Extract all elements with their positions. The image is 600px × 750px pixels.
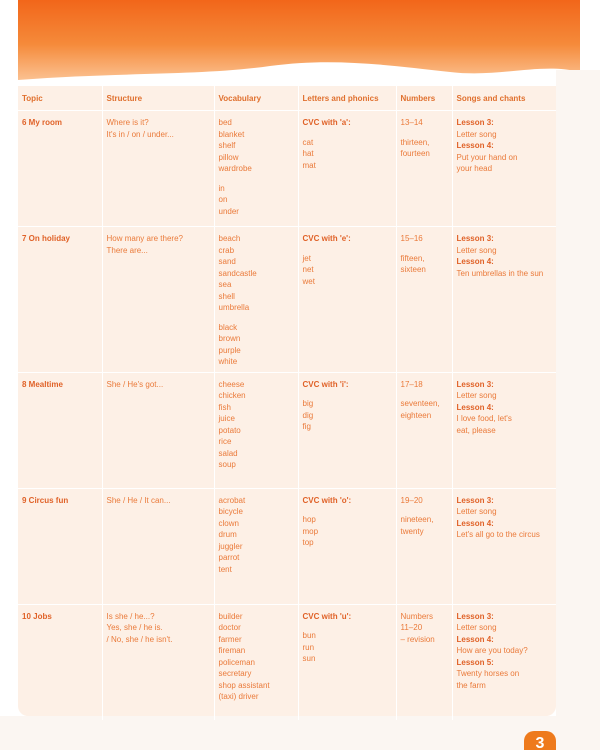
topic-cell: 9 Circus fun — [18, 488, 102, 604]
song-title: Letter song — [456, 129, 497, 139]
vocabulary-word: secretary — [218, 669, 252, 678]
numbers-line: fifteen, — [400, 253, 425, 263]
vocabulary-cell — [214, 111, 298, 227]
vocabulary-word: black — [218, 322, 238, 332]
numbers-line: seventeen, — [400, 399, 440, 408]
song-title: Let's all go to the circus — [456, 530, 540, 539]
lesson-label: Lesson 3: — [456, 611, 494, 621]
phonics-word: top — [302, 538, 314, 547]
vocabulary-word: acrobat — [218, 495, 246, 505]
table-row — [18, 488, 556, 604]
phonics-title: CVC with 'a': — [302, 118, 351, 127]
structure-cell — [102, 111, 214, 227]
phonics-word: wet — [302, 276, 315, 286]
table-row — [18, 604, 556, 720]
numbers-line: nineteen, — [400, 515, 434, 524]
vocabulary-word: drum — [218, 530, 237, 539]
structure-cell — [102, 604, 214, 720]
vocabulary-word: blanket — [218, 129, 245, 139]
vocabulary-word: sea — [218, 280, 232, 289]
spacer — [303, 622, 392, 630]
lesson-label: Lesson 3: — [456, 118, 494, 127]
lesson-label: Lesson 4: — [456, 634, 494, 644]
phonics-word: mat — [302, 160, 316, 170]
phonics-word: hop — [302, 515, 316, 524]
vocabulary-word: on — [218, 195, 228, 204]
numbers-line: eighteen — [400, 410, 432, 420]
vocabulary-word: rice — [218, 437, 232, 446]
vocabulary-word: parrot — [218, 553, 240, 562]
spacer — [401, 129, 448, 137]
lesson-label: Lesson 4: — [456, 257, 494, 266]
phonics-word: sun — [302, 654, 316, 663]
table-row — [18, 227, 556, 373]
phonics-title: CVC with 'u': — [302, 611, 352, 621]
vocabulary-word: potato — [218, 425, 241, 435]
spacer — [303, 245, 392, 253]
vocabulary-word: bicycle — [218, 507, 243, 516]
column-header: Structure — [102, 86, 214, 111]
numbers-cell — [396, 372, 452, 488]
songs-cell — [452, 227, 556, 373]
structure-line: It's in / on / under... — [106, 129, 174, 139]
phonics-cell — [298, 227, 396, 373]
numbers-line: 17–18 — [400, 379, 423, 389]
numbers-line: 11–20 — [400, 623, 423, 632]
vocabulary-word: cheese — [218, 379, 245, 389]
table-body — [18, 111, 556, 720]
spacer — [219, 314, 294, 322]
numbers-line: fourteen — [400, 149, 430, 158]
structure-line: She / He's got... — [106, 379, 164, 389]
phonics-word: mop — [302, 526, 319, 536]
structure-line: Yes, she / he is. — [106, 623, 163, 632]
vocabulary-word: fish — [218, 402, 231, 412]
song-title: I love food, let's — [456, 414, 512, 423]
song-title: Put your hand on — [456, 152, 518, 162]
structure-line: She / He / It can... — [106, 495, 171, 505]
vocabulary-word: in — [218, 183, 225, 193]
spacer — [219, 175, 294, 183]
lesson-label: Lesson 4: — [456, 518, 494, 528]
phonics-title: CVC with 'e': — [302, 234, 351, 243]
vocabulary-word: sandcastle — [218, 268, 257, 278]
vocabulary-word: crab — [218, 245, 235, 255]
structure-line: How many are there? — [106, 234, 183, 243]
column-header: Numbers — [396, 86, 452, 111]
phonics-word: dig — [302, 410, 314, 420]
songs-cell — [452, 604, 556, 720]
table-row — [18, 111, 556, 227]
vocabulary-word: shop assistant — [218, 680, 270, 690]
lesson-label: Lesson 5: — [456, 657, 494, 667]
songs-cell — [452, 488, 556, 604]
right-margin — [556, 70, 600, 750]
vocabulary-word: white — [218, 357, 238, 366]
songs-cell — [452, 372, 556, 488]
spacer — [401, 390, 448, 398]
vocabulary-word: sand — [218, 257, 236, 266]
song-title: How are you today? — [456, 646, 528, 655]
table-row — [18, 372, 556, 488]
numbers-line: 13–14 — [400, 118, 423, 127]
table-header-row — [18, 86, 556, 111]
vocabulary-word: farmer — [218, 634, 242, 644]
numbers-cell — [396, 227, 452, 373]
vocabulary-word: clown — [218, 518, 239, 528]
syllabus-table — [18, 86, 556, 720]
phonics-cell — [298, 604, 396, 720]
vocabulary-word: umbrella — [218, 303, 250, 312]
vocabulary-word: under — [218, 206, 239, 216]
vocabulary-word: shelf — [218, 141, 236, 150]
vocabulary-word: salad — [218, 448, 238, 458]
numbers-line: 15–16 — [400, 234, 423, 243]
song-title: Letter song — [456, 623, 497, 632]
vocabulary-word: juice — [218, 414, 235, 423]
topic-cell: 8 Mealtime — [18, 372, 102, 488]
page-number-badge: 3 — [524, 731, 556, 750]
lesson-label: Lesson 3: — [456, 379, 494, 389]
vocabulary-word: brown — [218, 334, 241, 343]
structure-line: Is she / he...? — [106, 611, 155, 621]
phonics-word: bun — [302, 631, 316, 640]
songs-cell — [452, 111, 556, 227]
song-title: Twenty horses on — [456, 669, 520, 678]
vocabulary-word: builder — [218, 611, 243, 621]
structure-line: / No, she / he isn't. — [106, 634, 173, 644]
vocabulary-word: beach — [218, 234, 241, 243]
topic-cell: 7 On holiday — [18, 227, 102, 373]
vocabulary-word: tent — [218, 564, 232, 574]
song-title: your head — [456, 164, 493, 173]
numbers-line: sixteen — [400, 265, 426, 274]
vocabulary-word: bed — [218, 118, 232, 127]
phonics-cell — [298, 111, 396, 227]
vocabulary-cell — [214, 372, 298, 488]
structure-cell — [102, 488, 214, 604]
vocabulary-word: juggler — [218, 541, 243, 551]
phonics-word: big — [302, 399, 314, 408]
numbers-line: – revision — [400, 634, 435, 644]
song-title: Letter song — [456, 245, 497, 255]
structure-cell — [102, 227, 214, 373]
vocabulary-word: doctor — [218, 623, 241, 632]
topic-cell: 6 My room — [18, 111, 102, 227]
lesson-label: Lesson 3: — [456, 495, 494, 505]
song-title: Ten umbrellas in the sun — [456, 268, 544, 278]
phonics-word: hat — [302, 149, 314, 158]
phonics-word: run — [302, 642, 315, 652]
numbers-cell — [396, 111, 452, 227]
lesson-label: Lesson 4: — [456, 402, 494, 412]
vocabulary-word: pillow — [218, 152, 239, 162]
phonics-title: CVC with 'o': — [302, 495, 352, 505]
vocabulary-word: fireman — [218, 646, 246, 655]
spacer — [303, 506, 392, 514]
vocabulary-word: (taxi) driver — [218, 692, 259, 701]
phonics-word: jet — [302, 253, 311, 263]
spacer — [401, 245, 448, 253]
numbers-line: twenty — [400, 526, 424, 536]
vocabulary-cell — [214, 604, 298, 720]
phonics-word: cat — [302, 137, 314, 147]
vocabulary-cell — [214, 227, 298, 373]
topic-cell: 10 Jobs — [18, 604, 102, 720]
phonics-cell — [298, 372, 396, 488]
column-header: Songs and chants — [456, 93, 526, 103]
phonics-word: net — [302, 265, 314, 274]
vocabulary-word: shell — [218, 291, 235, 301]
vocabulary-word: soup — [218, 460, 236, 469]
song-title: Letter song — [456, 507, 497, 516]
numbers-cell — [396, 488, 452, 604]
structure-line: Where is it? — [106, 118, 149, 127]
numbers-line: thirteen, — [400, 137, 430, 147]
structure-line: There are... — [106, 245, 148, 255]
spacer — [303, 129, 392, 137]
lesson-label: Lesson 4: — [456, 141, 494, 150]
vocabulary-word: chicken — [218, 391, 246, 400]
vocabulary-cell — [214, 488, 298, 604]
song-title: Letter song — [456, 391, 497, 400]
lesson-label: Lesson 3: — [456, 234, 494, 243]
column-header: Letters and phonics — [298, 86, 396, 111]
numbers-cell — [396, 604, 452, 720]
phonics-word: fig — [302, 422, 311, 431]
phonics-title: CVC with 'i': — [302, 379, 349, 389]
song-title: the farm — [456, 680, 486, 690]
vocabulary-word: wardrobe — [218, 164, 252, 173]
spacer — [401, 506, 448, 514]
column-header: Topic — [18, 86, 102, 111]
spacer — [303, 390, 392, 398]
song-title: eat, please — [456, 425, 496, 435]
numbers-line: Numbers — [400, 611, 433, 621]
bottom-margin — [0, 716, 600, 750]
vocabulary-word: purple — [218, 345, 241, 355]
numbers-line: 19–20 — [400, 495, 423, 505]
structure-cell — [102, 372, 214, 488]
vocabulary-word: policeman — [218, 657, 255, 667]
phonics-cell — [298, 488, 396, 604]
column-header: Vocabulary — [214, 86, 298, 111]
